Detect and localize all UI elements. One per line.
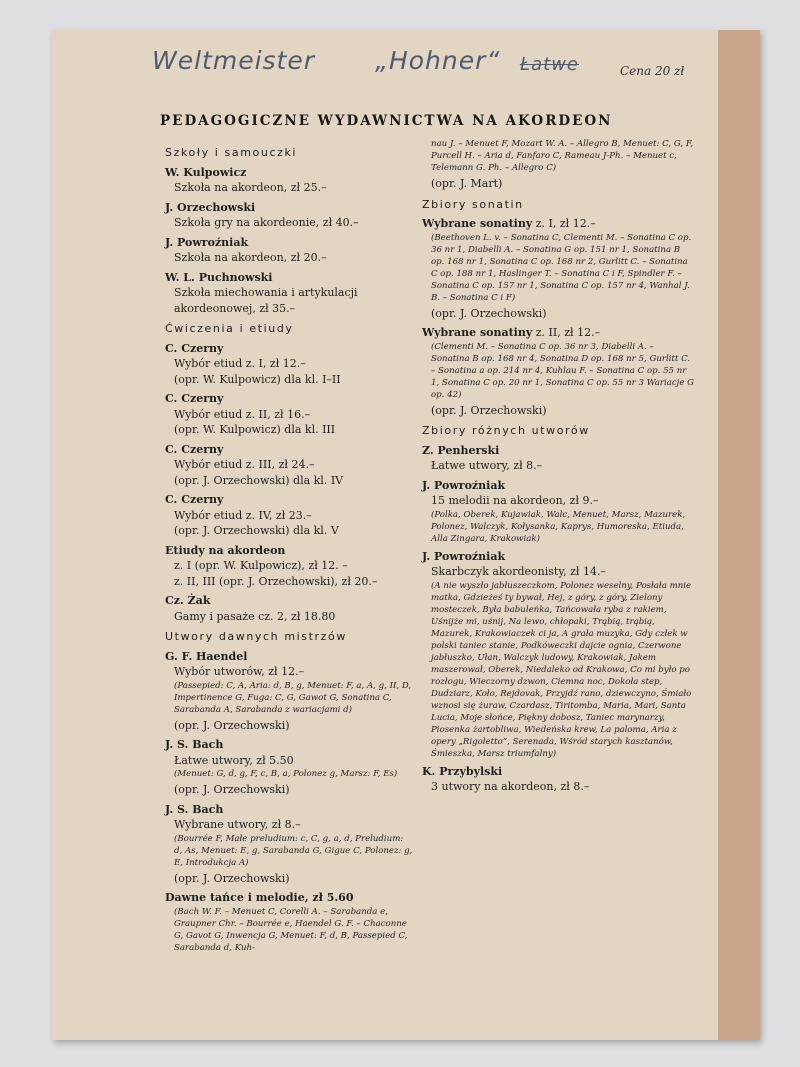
price-label: Cena 20 zł (620, 64, 685, 78)
entry-price: z. II, zł 12.– (532, 326, 601, 339)
catalog-entry-title (422, 325, 694, 341)
entry-author: W. L. Puchnowski (165, 270, 273, 284)
entry-title: (opr. J. Orzechowski) dla kl. IV (174, 473, 344, 487)
entry-author: C. Czerny (165, 493, 224, 506)
cover-edge (718, 30, 760, 1040)
entry-title: z. I (opr. W. Kulpowicz), zł 12. – (174, 559, 348, 572)
entry-title: Łatwe utwory, zł 5.50 (174, 753, 294, 767)
entry-contents: (Menuet: G, d, g, F, c, B, a, Polonez g, Marsz: F, Es) (174, 769, 398, 779)
entry-contents: (Bach W. F. – Menuet C, Corelli A. – Sarabanda e, Graupner Chr. – Bourrée e, Haendel G. F. – Chaconne G, Gavot G, Inwencja G, Menuet: F, d, B, Passepied C, Sarabanda d, Kuh- (174, 906, 408, 953)
entry-author: Dawne tańce i melodie, zł 5.60 (165, 891, 354, 904)
entry-author: C. Czerny (165, 392, 224, 405)
entry-title: Łatwe utwory, zł 8.– (431, 459, 543, 472)
entry-title: Wybór etiud z. II, zł 16.– (174, 407, 311, 421)
right-column (422, 138, 694, 795)
entry-contents: (Passepied: C, A, Aria: d, B, g, Menuet: F, a, A, g, II, D, Impertinence G, Fuga: C, G, Gawot G, Sonatina C, Sarabanda A, Sarabanda z wariacjami d) (174, 680, 412, 715)
entry-title: Szkoła gry na akordeonie, zł 40.– (174, 216, 359, 229)
entry-author: K. Przybylski (422, 764, 503, 778)
entry-author: Z. Penherski (422, 443, 500, 457)
entry-arranger: (opr. J. Mart) (431, 177, 503, 190)
entry-title: Skarbczyk akordeonisty, zł 14.– (431, 565, 606, 578)
entry-author: Etiudy na akordeon (165, 543, 286, 557)
entry-title: (opr. W. Kulpowicz) dla kl. I–II (174, 372, 341, 386)
entry-author: Cz. Żak (165, 594, 211, 607)
entry-title: Wybór etiud z. IV, zł 23.– (174, 508, 312, 522)
entry-contents: (Beethoven L. v. – Sonatina C, Clementi M. – Sonatina C op. 36 nr 1, Diabelli A. – Sonatina G op. 151 nr 1, Sonatina B op. 168 nr 1, Sonatina C op. 168 nr 2, Gurlitt C. – Sonatina C op. 188 nr 1, Haslinger T. – Sonatina C i F, Spindler F. – Sonatina C op. 157 nr 1, Sonatina C op. 157 nr 4, Wanhal J. B. – Sonatina C i F) (431, 232, 692, 303)
entry-contents: (A nie wyszło jabłuszeczkom, Polonez weselny, Posłała mnie matka, Gdzieżeś ty bywał, Hej, z góry, z góry, Zielony mosteczek, Była babuleńka, Tańcowała ryba z rakiem, Uśnijże mi, uśnij, Na lewo, chłopaki, Trąbią, trąbią, Mazurek, Krakowiaczek ci ja, A grała muzyka, Gdy człek w polski taniec stanie, Podkóweczki dajcie ognia, Czerwone jabłuszko, Ułan, Walczyk ludowy, Krakowiak, Jakem maszerował, Oberek, Niedaleko od Krakowa, Co mi było po rozłogu, Wieczorny dzwon, Ciemna noc, Dokoła step, Dudziarz, Koło, Rejdovak, Przyjdź rano, dziewczyno, Śmiało wznosi się żuraw, Czardasz, Tiritomba, Maria, Mari, Santa Lucia, Moje słońce, Piękny dobosz, Taniec marynarzy, Piosenka żartobliwa, Wiedeńska krew, La paloma, Aria z opery „Rigoletto”, Serenada, Wśród starych kasztanów, Śmieszka, Marsz triumfalny) (431, 580, 692, 759)
entry-title: 3 utwory na akordeon, zł 8.– (431, 780, 590, 793)
entry-author: J. Powroźniak (165, 235, 249, 249)
entry-arranger: (opr. J. Orzechowski) (174, 871, 290, 885)
entry-price: z. I, zł 12.– (532, 217, 596, 230)
entry-title: Szkoła na akordeon, zł 20.– (174, 251, 327, 264)
entry-contents: nau J. – Menuet F, Mozart W. A. – Allegro B, Menuet: C, G, F, Purcell H. – Aria d, Fanfaro C, Rameau J-Ph. – Menuet c, Telemann G. Ph. – Allegro C) (431, 139, 694, 173)
entry-arranger: (opr. J. Orzechowski) (431, 403, 547, 417)
entry-author: J. Orzechowski (165, 200, 256, 214)
entry-title: (opr. W. Kulpowicz) dla kl. III (174, 423, 336, 436)
entry-author: C. Czerny (165, 341, 224, 355)
handwritten-note-3: Łatwe (520, 54, 579, 75)
section-heading: Utwory dawnych mistrzów (165, 630, 347, 643)
entry-title: 15 melodii na akordeon, zł 9.– (431, 494, 599, 507)
entry-author: C. Czerny (165, 442, 224, 456)
entry-title: Wybór etiud z. III, zł 24.– (174, 458, 315, 471)
entry-contents: (Clementi M. – Sonatina C op. 36 nr 3, Diabelli A. – Sonatina B op. 168 nr 4, Sonatina D op. 168 nr 5, Gurlitt C. – Sonatina a op. 214 nr 4, Kuhlau F. – Sonatina C op. 55 nr 1, Sonatina C op. 20 nr 1, Sonatina C op. 55 nr 3 Wariacje G op. 42) (431, 341, 695, 400)
entry-author: W. Kulpowicz (165, 165, 247, 179)
entry-arranger: (opr. J. Orzechowski) (174, 783, 290, 796)
entry-author: J. S. Bach (165, 802, 224, 816)
entry-arranger: (opr. J. Orzechowski) (174, 718, 290, 732)
entry-title: Wybór utworów, zł 12.– (174, 665, 305, 678)
entry-author: Wybrane sonatiny (422, 326, 533, 339)
catalog-entry-title (422, 216, 694, 232)
entry-title: Gamy i pasaże cz. 2, zł 18.80 (174, 609, 336, 623)
section-heading: Szkoły i samouczki (165, 146, 298, 159)
entry-arranger: (opr. J. Orzechowski) (431, 306, 547, 320)
entry-contents: (Polka, Oberek, Kujawiak, Walc, Menuet, Marsz, Mazurek, Polonez, Walczyk, Kołysanka, Kaprys, Humoreska, Etiuda, Alla Zingara, Krakowiak) (431, 509, 686, 544)
entry-title: Szkoła miechowania i artykulacji akordeonowej, zł 35.– (174, 286, 358, 315)
page-title: PEDAGOGICZNE WYDAWNICTWA NA AKORDEON (160, 113, 613, 129)
section-heading: Zbiory sonatin (422, 197, 524, 211)
left-column (165, 140, 413, 954)
section-heading: Ćwiczenia i etiudy (165, 322, 294, 335)
handwritten-note-1: Weltmeister (152, 46, 316, 75)
entry-author: J. Powroźniak (422, 549, 506, 563)
entry-title: Wybrane utwory, zł 8.– (174, 818, 301, 831)
entry-author: J. S. Bach (165, 738, 224, 751)
entry-title: (opr. J. Orzechowski) dla kl. V (174, 524, 339, 537)
section-heading: Zbiory różnych utworów (422, 424, 590, 437)
entry-author: J. Powroźniak (422, 478, 506, 492)
entry-title: Szkoła na akordeon, zł 25.– (174, 181, 327, 194)
entry-title: z. II, III (opr. J. Orzechowski), zł 20.– (174, 574, 378, 588)
handwritten-note-2: „Hohner“ (375, 46, 501, 75)
entry-author: Wybrane sonatiny (422, 217, 533, 230)
entry-author: G. F. Haendel (165, 649, 248, 663)
entry-title: Wybór etiud z. I, zł 12.– (174, 357, 306, 370)
entry-contents: (Bourrée F, Małe preludium: c, C, g, a, d, Preludium: d, As, Menuet: E, g, Sarabanda G, Gigue C, Polonez: g, E, Introdukcja A) (174, 833, 413, 868)
